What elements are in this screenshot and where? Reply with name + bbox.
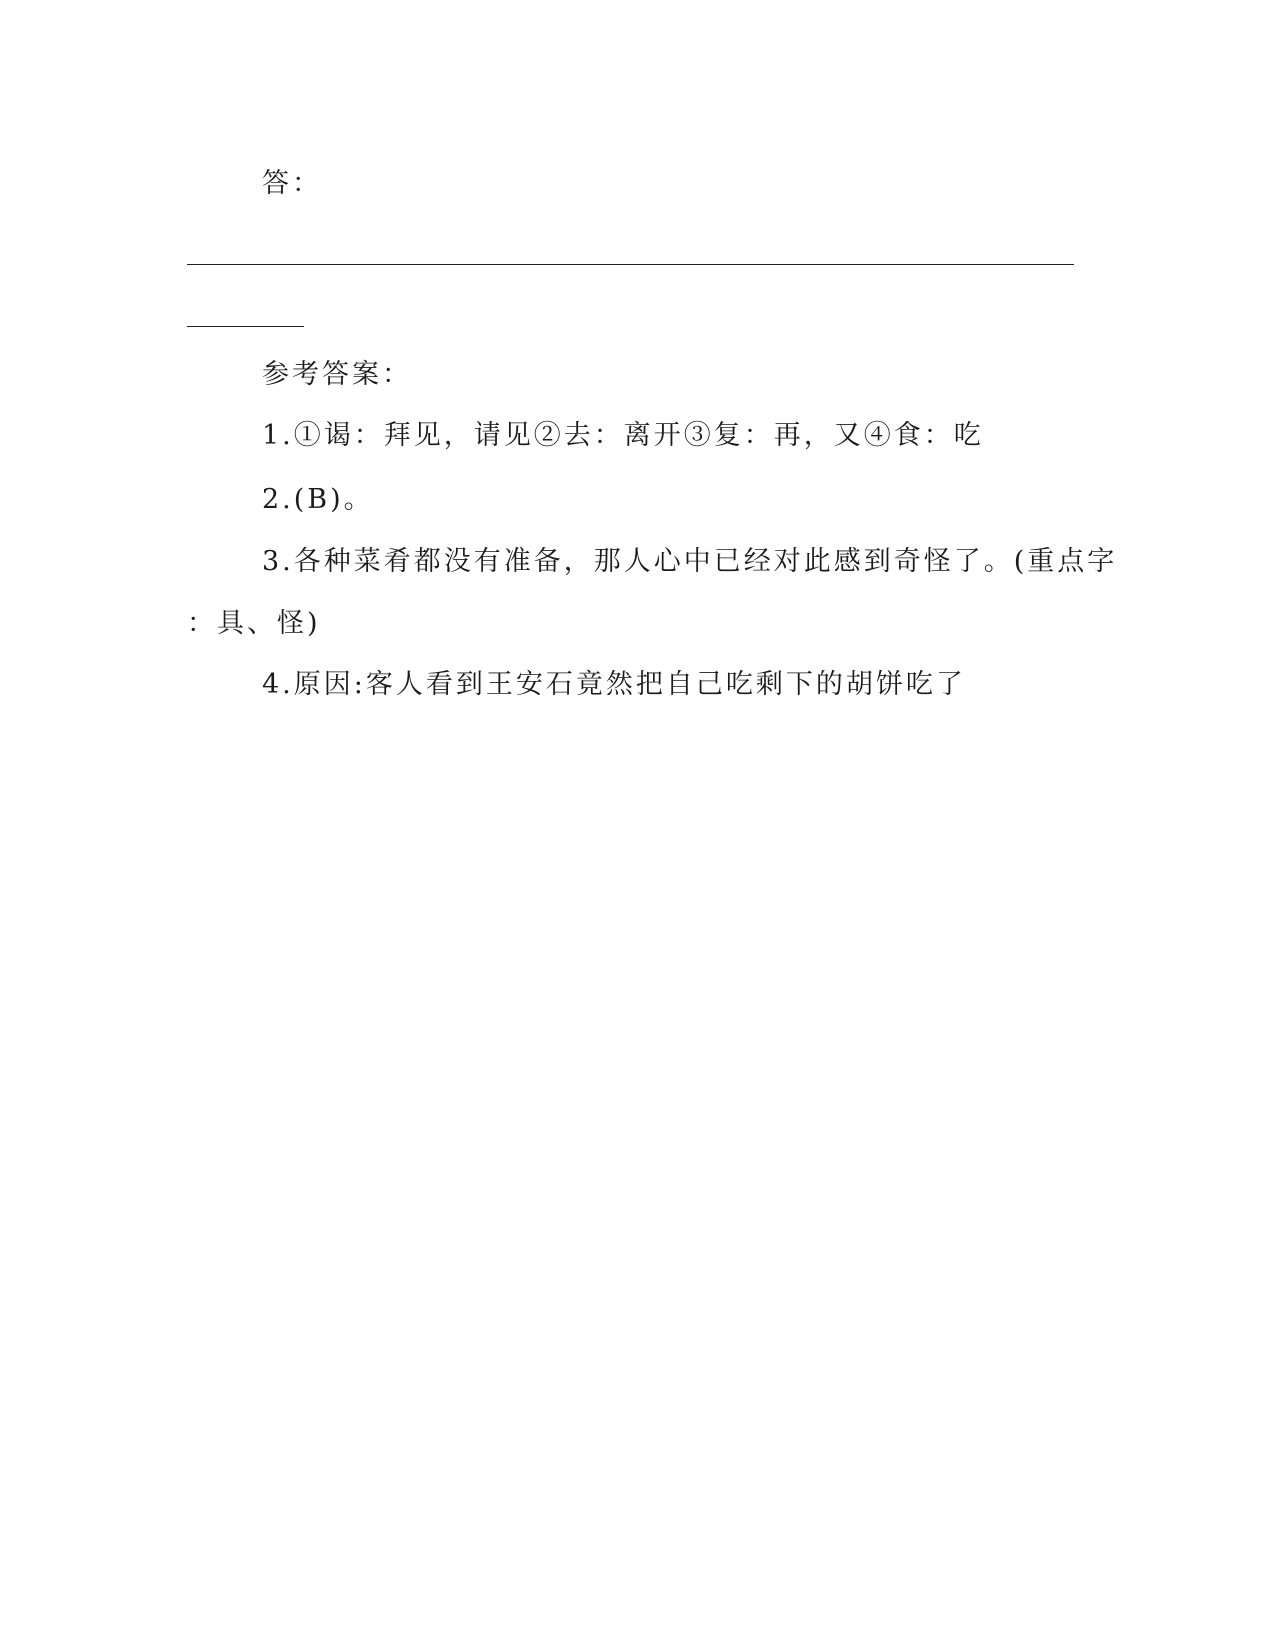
- answer-4: 4.原因:客人看到王安石竟然把自己吃剩下的胡饼吃了: [262, 669, 966, 700]
- answer-prompt: 答：: [262, 168, 322, 199]
- answer-1: 1.①谒：拜见，请见②去：离开③复：再，又④食：吃: [262, 420, 984, 451]
- reference-heading: 参考答案：: [262, 359, 412, 390]
- answer-blank-line-1: [187, 264, 1074, 265]
- answer-2: 2.(B)。: [262, 484, 374, 515]
- answer-3-line-1: 3.各种菜肴都没有准备，那人心中已经对此感到奇怪了。(重点字: [262, 546, 1118, 577]
- answer-3-line-2: ：具、怪): [187, 608, 321, 639]
- answer-blank-line-2: [187, 326, 304, 327]
